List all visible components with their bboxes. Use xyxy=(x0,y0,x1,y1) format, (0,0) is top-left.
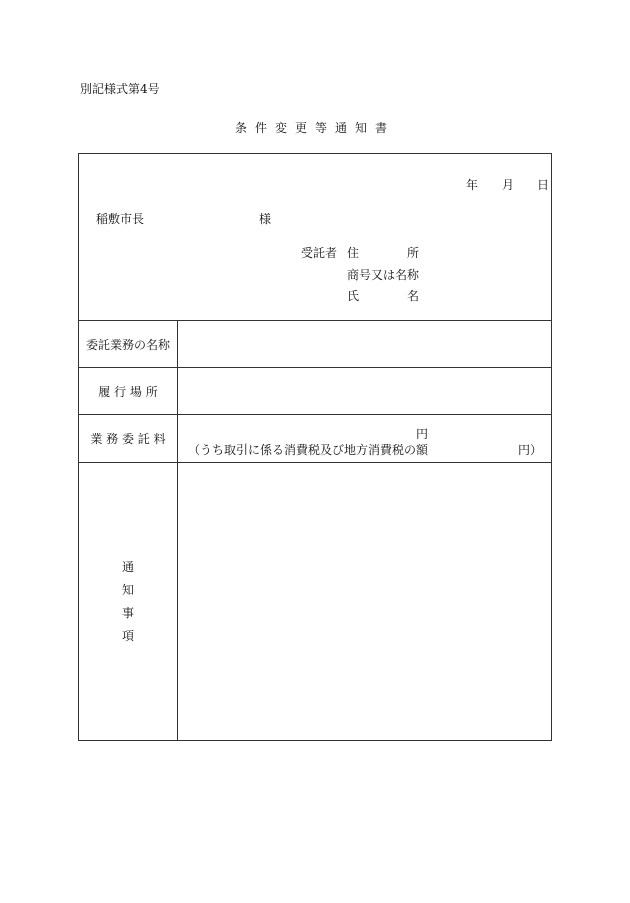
address-label-a: 住 xyxy=(347,246,360,260)
fee-yen-unit: 円 xyxy=(416,427,429,441)
form-number: 別記様式第4号 xyxy=(80,82,160,96)
address-label-b: 所 xyxy=(407,246,420,260)
fee-tax-yen-unit: 円） xyxy=(518,443,543,457)
trade-name-label: 商号又は名称 xyxy=(347,268,420,282)
fee-value-cell[interactable] xyxy=(178,415,552,463)
notice-char-1: 通 xyxy=(121,559,134,574)
location-row xyxy=(79,368,552,415)
name-label-a: 氏 xyxy=(347,289,360,303)
fee-row xyxy=(79,415,552,463)
date-year-label: 年 xyxy=(466,178,479,192)
fee-label-cell xyxy=(79,415,178,463)
location-label: 履 行 場 所 xyxy=(98,384,158,399)
date-day-label: 日 xyxy=(537,178,550,192)
name-label-b: 名 xyxy=(407,289,420,303)
notice-form-table xyxy=(78,153,552,741)
header-row xyxy=(79,154,552,321)
notice-items-value-cell[interactable] xyxy=(178,463,552,741)
contractor-label: 受託者 xyxy=(301,246,338,260)
location-label-cell xyxy=(79,368,178,415)
business-name-label: 委託業務の名称 xyxy=(85,337,170,352)
notice-items-row xyxy=(79,463,552,741)
document-title: 条件変更等通知書 xyxy=(234,121,395,135)
business-name-value-cell[interactable] xyxy=(178,321,552,368)
notice-char-4: 項 xyxy=(121,628,134,643)
business-name-label-cell xyxy=(79,321,178,368)
fee-label: 業 務 委 託 料 xyxy=(90,432,166,446)
location-value-cell[interactable] xyxy=(178,368,552,415)
addressee-name: 稲敷市長 xyxy=(96,212,145,226)
honorific-sama: 様 xyxy=(259,212,272,226)
fee-tax-text: （うち取引に係る消費税及び地方消費税の額 xyxy=(188,443,429,457)
notice-char-3: 事 xyxy=(121,605,134,620)
business-name-row xyxy=(79,321,552,368)
date-month-label: 月 xyxy=(502,178,515,192)
notice-items-label-cell xyxy=(79,463,178,741)
header-cell xyxy=(79,154,552,321)
notice-char-2: 知 xyxy=(121,582,134,597)
notice-items-label xyxy=(122,556,134,648)
